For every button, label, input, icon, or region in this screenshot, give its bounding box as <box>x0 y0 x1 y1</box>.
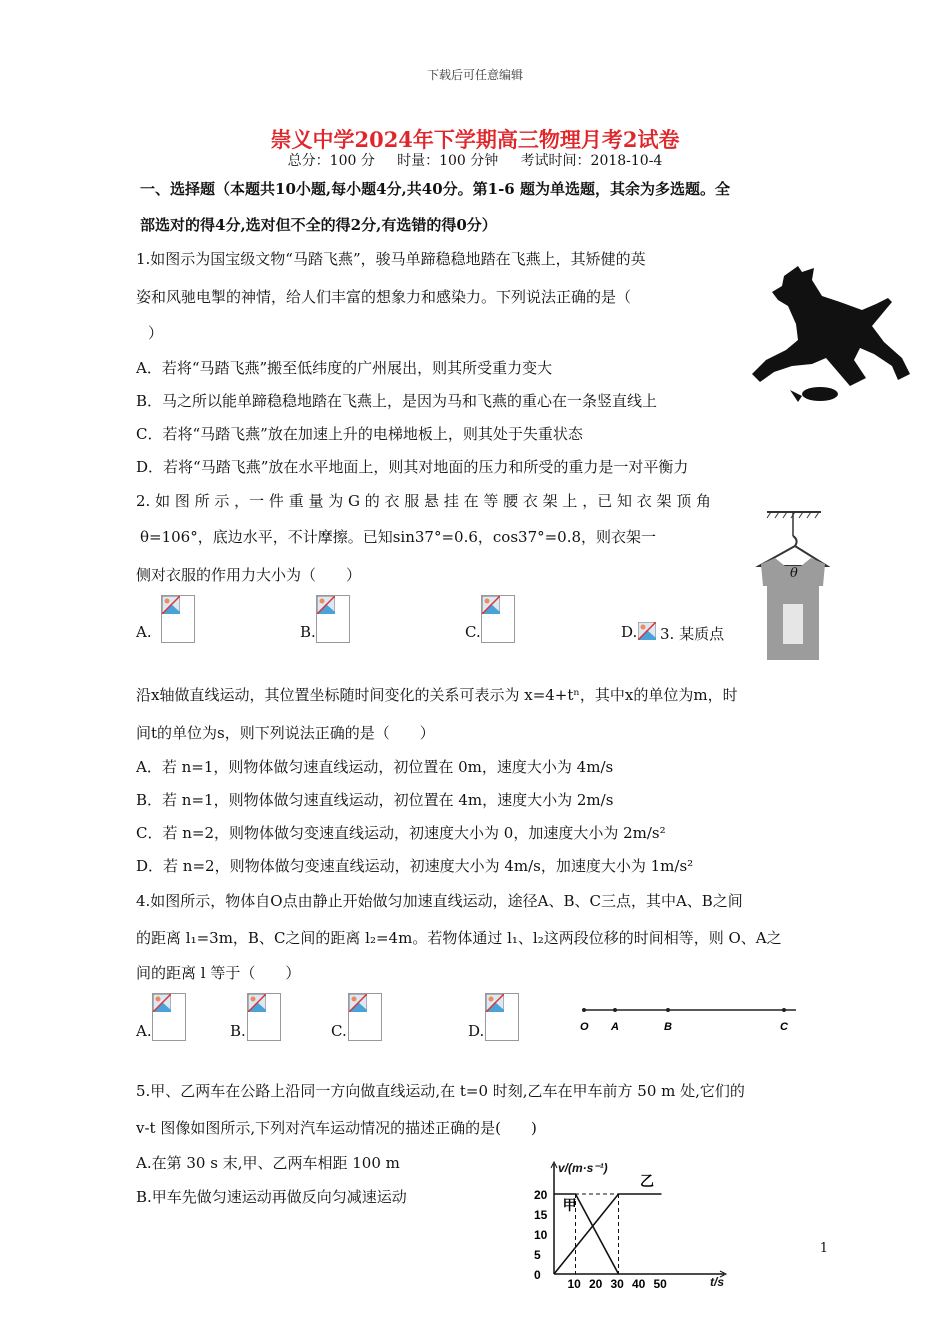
q4-label-a: A. <box>136 1022 152 1040</box>
q2-option-c-image <box>481 595 515 643</box>
q3-option-b: B．若 n=1，则物体做匀速直线运动，初位置在 4m，速度大小为 2m/s <box>136 791 614 809</box>
point-c-label: C <box>780 1021 788 1033</box>
point-c-dot <box>782 1008 786 1012</box>
x-tick-label: 30 <box>610 1277 624 1291</box>
page-number: 1 <box>819 1241 828 1256</box>
q3-stem-line1: 沿x轴做直线运动，其位置坐标随时间变化的关系可表示为 x=4+tⁿ，其中x的单位为m，时 <box>136 686 738 704</box>
section-heading-line1: 一、选择题（本题共10小题,每小题4分,共40分。第1-6 题为单选题，其余为多选题。全 <box>140 180 730 198</box>
image-placeholder-icon <box>486 994 504 1012</box>
q4-option-c-image <box>348 993 382 1041</box>
y-tick-label: 5 <box>534 1248 541 1262</box>
vt-chart <box>528 1158 748 1294</box>
point-b-label: B <box>664 1021 672 1033</box>
image-placeholder-icon <box>482 596 500 614</box>
q2-stem-line3: 侧对衣服的作用力大小为（ ） <box>136 566 362 584</box>
image-placeholder-icon <box>162 596 180 614</box>
image-placeholder-icon <box>248 994 266 1012</box>
section-heading-line2: 部选对的得4分,选对但不全的得2分,有选错的得0分） <box>140 216 497 234</box>
point-o-label: O <box>580 1021 589 1033</box>
q1-option-c: C．若将“马踏飞燕”放在加速上升的电梯地板上，则其处于失重状态 <box>136 425 583 443</box>
q2-option-b-image <box>316 595 350 643</box>
q2-label-d: D. <box>621 623 638 641</box>
flying-horse-image <box>742 262 914 410</box>
x-tick-label: 10 <box>567 1277 581 1291</box>
exam-date: 考试时间：2018-10-4 <box>520 153 663 169</box>
y-tick-label: 15 <box>534 1208 548 1222</box>
y-tick-label: 20 <box>534 1188 548 1202</box>
q3-option-c: C．若 n=2，则物体做匀变速直线运动，初速度大小为 0，加速度大小为 2m/s² <box>136 824 666 842</box>
y-tick-label: 10 <box>534 1228 548 1242</box>
q1-option-d: D．若将“马踏飞燕”放在水平地面上，则其对地面的压力和所受的重力是一对平衡力 <box>136 458 689 476</box>
q1-option-b: B．马之所以能单蹄稳稳地踏在飞燕上，是因为马和飞燕的重心在一条竖直线上 <box>136 392 658 410</box>
q3-stem-line2: 间t的单位为s，则下列说法正确的是（ ） <box>136 724 435 742</box>
q2-stem-line2: θ=106°，底边水平，不计摩擦。已知sin37°=0.6，cos37°=0.8，则衣架一 <box>140 528 657 546</box>
series-label: 乙 <box>640 1174 654 1190</box>
time-limit: 时量：100 分钟 <box>397 153 499 169</box>
q4-label-d: D. <box>468 1022 485 1040</box>
x-axis-label: t/s <box>710 1275 725 1289</box>
point-o-dot <box>582 1008 586 1012</box>
point-b-dot <box>666 1008 670 1012</box>
q5-option-b: B.甲车先做匀速运动再做反向匀减速运动 <box>136 1188 407 1206</box>
point-a-dot <box>613 1008 617 1012</box>
q3-option-a: A．若 n=1，则物体做匀速直线运动，初位置在 0m，速度大小为 4m/s <box>136 758 614 776</box>
y-axis-label: v/(m·s⁻¹) <box>558 1161 608 1175</box>
series-label: 甲 <box>562 1198 577 1214</box>
oabc-line-diagram <box>570 1000 800 1034</box>
exam-title: 崇义中学2024年下学期高三物理月考2试卷 <box>270 127 680 152</box>
image-placeholder-icon <box>638 622 656 640</box>
q1-stem-line3: ） <box>148 324 164 342</box>
q4-label-b: B. <box>230 1022 246 1040</box>
q4-label-c: C. <box>331 1022 347 1040</box>
x-tick-label: 50 <box>653 1277 667 1291</box>
q1-stem-line2: 姿和风驰电掣的神情，给人们丰富的想象力和感染力。下列说法正确的是（ <box>136 288 632 306</box>
q5-option-a: A.在第 30 s 末,甲、乙两车相距 100 m <box>136 1154 400 1172</box>
page-header: 下载后可任意编辑 <box>426 68 523 82</box>
q3-option-d: D．若 n=2，则物体做匀变速直线运动，初速度大小为 4m/s，加速度大小为 1m/s² <box>136 857 694 875</box>
q2-label-b: B. <box>300 623 316 641</box>
q2-stem-line1: 2. 如 图 所 示 ，一 件 重 量 为 G 的 衣 服 悬 挂 在 等 腰 衣 架 上 ，已 知 衣 架 顶 角 <box>136 492 712 510</box>
q4-option-a-image <box>152 993 186 1041</box>
image-placeholder-icon <box>153 994 171 1012</box>
q5-stem-line2: v-t 图像如图所示,下列对汽车运动情况的描述正确的是( ) <box>136 1119 537 1137</box>
image-placeholder-icon <box>349 994 367 1012</box>
q2-option-a-image <box>161 595 195 643</box>
q2-label-c: C. <box>465 623 481 641</box>
y-tick-label: 0 <box>534 1268 541 1282</box>
q4-stem-line1: 4.如图所示，物体自O点由静止开始做匀加速直线运动，途径A、B、C三点，其中A、B之间 <box>136 892 743 910</box>
q5-stem-line1: 5.甲、乙两车在公路上沿同一方向做直线运动,在 t=0 时刻,乙车在甲车前方 50 m 处,它们的 <box>136 1082 745 1100</box>
q4-option-d-image <box>485 993 519 1041</box>
point-a-label: A <box>611 1021 619 1033</box>
q4-option-b-image <box>247 993 281 1041</box>
q1-stem-line1: 1.如图示为国宝级文物“马踏飞燕”，骏马单蹄稳稳地踏在飞燕上，其矫健的英 <box>136 250 646 268</box>
q4-stem-line3: 间的距离 l 等于（ ） <box>136 964 301 982</box>
x-tick-label: 20 <box>589 1277 603 1291</box>
x-tick-label: 40 <box>632 1277 646 1291</box>
q4-stem-line2: 的距离 l₁=3m，B、C之间的距离 l₂=4m。若物体通过 l₁、l₂这两段位移的时间相等，则 O、A之 <box>136 929 782 947</box>
q2-label-a: A. <box>136 623 152 641</box>
exam-meta <box>0 150 950 170</box>
q1-option-a: A．若将“马踏飞燕”搬至低纬度的广州展出，则其所受重力变大 <box>136 359 553 377</box>
q3-stem-start: 3. 某质点 <box>660 625 725 643</box>
theta-label: θ <box>790 566 798 581</box>
total-score: 总分：100 分 <box>287 153 375 169</box>
image-placeholder-icon <box>317 596 335 614</box>
